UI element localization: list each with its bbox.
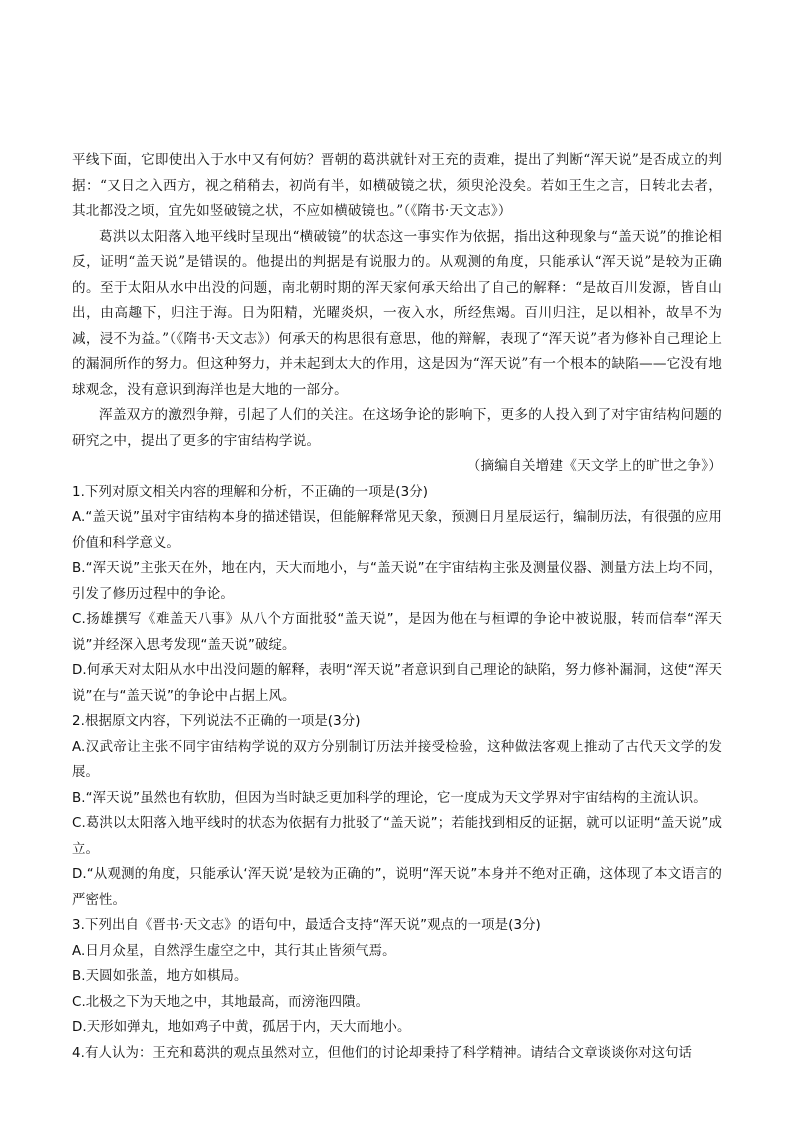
passage-paragraph-1: 平线下面，它即使出入于水中又有何妨？晋朝的葛洪就针对王充的责难，提出了判断“浑天说”是否成立的判据：“又日之入西方，视之稍稍去，初尚有半，如横破镜之状，须臾沦没矣。若如王生之言，日转北去者，其北都没之顷，宜先如竖破镜之状，不应如横破镜也。”（《隋书·天文志》）	[72, 152, 722, 219]
passage-source: （摘编自关增建《天文学上的旷世之争》）	[466, 458, 722, 474]
question-2-stem: 2.根据原文内容，下列说法不正确的一项是(3分)	[72, 714, 361, 729]
question-1-option-b: B.“浑天说”主张天在外，地在内，天大而地小，与“盖天说”在宇宙结构主张及测量仪器、测量方法上均不同，引发了修历过程中的争论。	[72, 561, 722, 602]
document-page	[72, 148, 722, 1066]
question-3-option-b: B.天圆如张盖，地方如棋局。	[72, 969, 248, 984]
question-2-option-c: C.葛洪以太阳落入地平线时的状态为依据有力批驳了“盖天说”；若能找到相反的证据，就可以证明“盖天说”成立。	[72, 816, 722, 857]
passage-paragraph-3: 浑盖双方的激烈争辩，引起了人们的关注。在这场争论的影响下，更多的人投入到了对宇宙结构问题的研究之中，提出了更多的宇宙结构学说。	[72, 407, 722, 449]
question-3-option-a: A.日月众星，自然浮生虚空之中，其行其止皆须气焉。	[72, 943, 396, 959]
question-1-option-a: A.“盖天说”虽对宇宙结构本身的描述错误，但能解释常见天象，预测日月星辰运行，编制历法，有很强的应用价值和科学意义。	[72, 510, 722, 551]
question-1-option-d: D.何承天对太阳从水中出没问题的解释，表明“浑天说”者意识到自己理论的缺陷，努力修补漏洞，这使“浑天说”在与“盖天说”的争论中占据上风。	[72, 663, 722, 704]
question-3-stem: 3.下列出自《晋书·天文志》的语句中，最适合支持“浑天说”观点的一项是(3分)	[72, 918, 541, 933]
question-2-option-b: B.“浑天说”虽然也有软肋，但因为当时缺乏更加科学的理论，它一度成为天文学界对宇宙结构的主流认识。	[72, 790, 707, 806]
question-1-stem: 1.下列对原文相关内容的理解和分析，不正确的一项是(3分)	[72, 484, 429, 500]
question-1-option-c: C.扬雄撰写《难盖天八事》从八个方面批驳“盖天说”，是因为他在与桓谭的争论中被说服，转而信奉“浑天说”并经深入思考发现“盖天说”破绽。	[72, 612, 722, 653]
passage-paragraph-2: 葛洪以太阳落入地平线时呈现出“横破镜”的状态这一事实作为依据，指出这种现象与“盖天说”的推论相反，证明“盖天说”是错误的。他提出的判据是有说服力的。从观测的角度，只能承认“浑天说”是较为正确的。至于太阳从水中出没的问题，南北朝时期的浑天家何承天给出了自己的解释：“是故百川发源，皆自山出，由高趣下，归注于海。日为阳精，光曜炎炽，一夜入水，所经焦竭。百川归注，足以相补，故旱不为减，浸不为益。”（《隋书·天文志》）何承天的构思很有意思，他的辩解，表现了“浑天说”者为修补自己理论上的漏洞所作的努力。但这种努力，并未起到太大的作用，这是因为“浑天说”有一个根本的缺陷——它没有地球观念，没有意识到海洋也是大地的一部分。	[72, 228, 722, 398]
question-2-option-a: A.汉武帝让主张不同宇宙结构学说的双方分别制订历法并接受检验，这种做法客观上推动了古代天文学的发展。	[72, 739, 722, 780]
question-4-stem: 4.有人认为：王充和葛洪的观点虽然对立，但他们的讨论却秉持了科学精神。请结合文章谈谈你对这句话	[72, 1045, 693, 1061]
question-2-option-d: D.“从观测的角度，只能承认‘浑天说’是较为正确的”，说明“浑天说”本身并不绝对正确，这体现了本文语言的严密性。	[72, 867, 722, 908]
question-3-option-d: D.天形如弹丸，地如鸡子中黄，孤居于内，天大而地小。	[72, 1020, 411, 1035]
question-3-option-c: C.北极之下为天地之中，其地最高，而滂沲四隤。	[72, 994, 370, 1010]
